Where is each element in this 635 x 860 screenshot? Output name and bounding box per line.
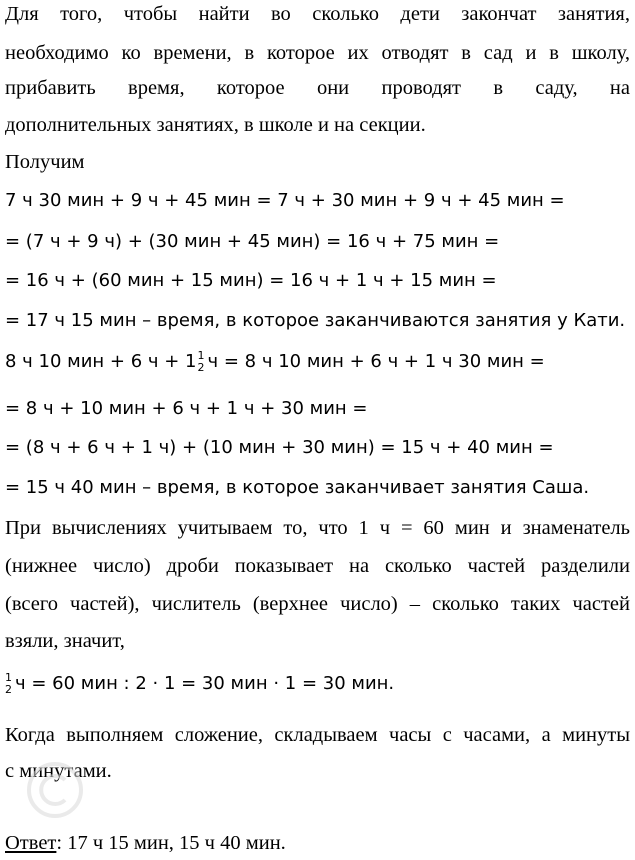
- paragraph-line: дополнительных занятиях, в школе и на секции.: [5, 114, 426, 136]
- sasha-calc-part: ч = 8 ч 10 мин + 6 ч + 1 ч 30 мин =: [207, 351, 545, 372]
- addition-note-line: Когда выполняем сложение, складываем часы с часами, а минуты: [5, 724, 630, 746]
- half-hour-text: ч = 60 мин : 2 · 1 = 30 мин · 1 = 30 мин.: [15, 673, 395, 694]
- answer-line: [5, 832, 286, 855]
- addition-note-line: с минутами.: [5, 760, 112, 782]
- explanation-line: (нижнее число) дроби показывает на сколько частей разделили: [5, 555, 630, 577]
- explanation-line: (всего частей), числитель (верхнее число) – сколько таких частей: [5, 593, 630, 615]
- paragraph-line: Для того, чтобы найти во сколько дети закончат занятия,: [5, 3, 630, 25]
- sasha-calc-part: 8 ч 10 мин + 6 ч + 1: [5, 351, 197, 372]
- fraction: [198, 350, 205, 374]
- sasha-result-line: = 15 ч 40 мин – время, в которое заканчивает занятия Саша.: [5, 477, 590, 498]
- katya-calc-line: 7 ч 30 мин + 9 ч + 45 мин = 7 ч + 30 мин + 9 ч + 45 мин =: [5, 190, 565, 211]
- sasha-calc-line: [5, 350, 545, 374]
- katya-result-text: = 17 ч 15 мин – время, в которое заканчиваются занятия у Кати.: [5, 310, 626, 331]
- paragraph-line: прибавить время, которое они проводят в саду, на: [5, 77, 630, 99]
- half-hour-line: [5, 672, 394, 696]
- sasha-calc-line: = 8 ч + 10 мин + 6 ч + 1 ч + 30 мин =: [5, 398, 368, 419]
- explanation-line: взяли, значит,: [5, 630, 125, 652]
- answer-label: Ответ: [5, 832, 57, 854]
- explanation-line: При вычислениях учитываем то, что 1 ч = 60 мин и знаменатель: [5, 517, 630, 539]
- paragraph-line: необходимо ко времени, в которое их отводят в сад и в школу,: [5, 42, 630, 64]
- katya-calc-line: = (7 ч + 9 ч) + (30 мин + 45 мин) = 16 ч + 75 мин =: [5, 231, 500, 252]
- katya-result-line: [5, 310, 625, 331]
- fraction-numerator: 1: [5, 671, 12, 684]
- fraction-numerator: 1: [197, 349, 205, 362]
- fraction-denominator: 2: [197, 361, 205, 374]
- fraction-denominator: 2: [5, 683, 12, 696]
- sasha-calc-line: = (8 ч + 6 ч + 1 ч) + (10 мин + 30 мин) = 15 ч + 40 мин =: [5, 437, 554, 458]
- katya-calc-line: = 16 ч + (60 мин + 15 мин) = 16 ч + 1 ч + 15 мин =: [5, 270, 497, 291]
- get-label: Получим: [5, 151, 85, 173]
- fraction: [5, 672, 12, 696]
- answer-text: : 17 ч 15 мин, 15 ч 40 мин.: [56, 832, 286, 854]
